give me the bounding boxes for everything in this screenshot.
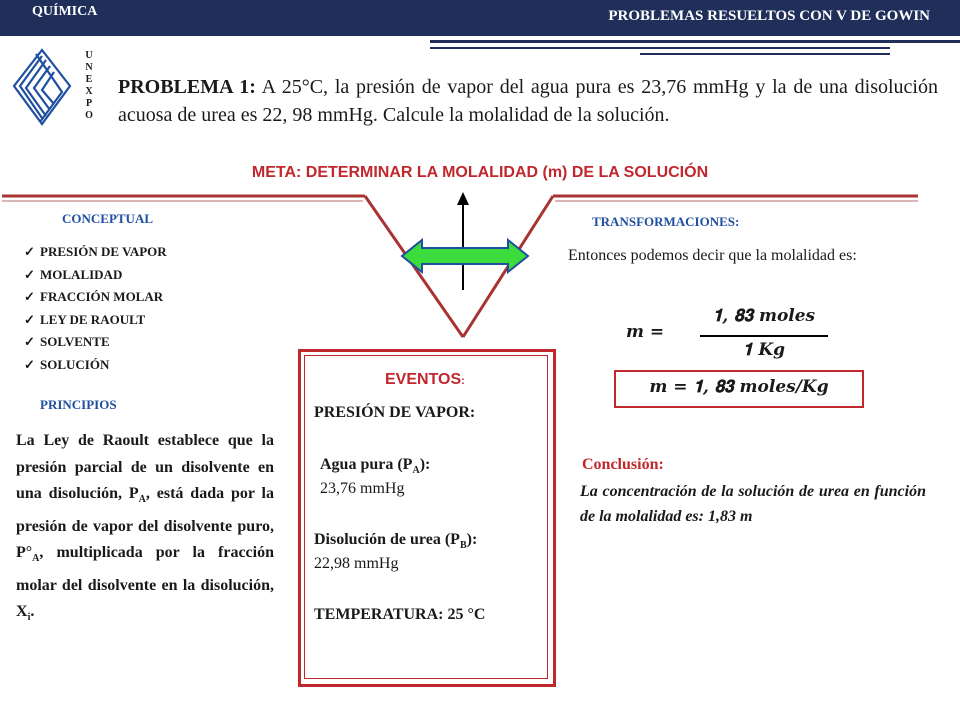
temperature-label: TEMPERATURA: 25 °C	[314, 606, 486, 623]
concept-list	[24, 241, 167, 376]
checkmark-icon: ✓	[24, 244, 35, 259]
events-heading: PRESIÓN DE VAPOR:	[314, 404, 476, 421]
transformations-title: TRANSFORMACIONES:	[592, 214, 740, 229]
list-item: ✓ PRESIÓN DE VAPOR	[24, 241, 167, 264]
checkmark-icon: ✓	[24, 334, 35, 349]
checkmark-icon: ✓	[24, 289, 35, 304]
conceptual-title: CONCEPTUAL	[62, 211, 154, 226]
fraction-bar	[700, 335, 828, 337]
formula-lhs: 𝒎 =	[626, 322, 665, 342]
pure-water-value: 23,76 mmHg	[320, 480, 405, 497]
vertical-arrowhead	[457, 192, 469, 205]
principles-text: La Ley de Raoult establece que la presión parcial de un disolvente en una disolución, $P_A$, está dada por la presión de vapor del disolvente puro, $P^\circ_A$, multiplicada por la fracción molar del disolvente en la disolución, $X_i$.	[16, 432, 274, 624]
checkmark-icon: ✓	[24, 266, 35, 282]
urea-solution-label: Disolución de urea $(P_B)$:	[314, 531, 478, 552]
header-subject: QUÍMICA	[32, 4, 98, 19]
list-item: ✓ FRACCIÓN MOLAR	[24, 286, 167, 309]
result-formula: 𝒎 = 𝟏, 𝟖𝟑 𝒎𝒐𝒍𝒆𝒔/𝑲𝒈	[649, 377, 829, 397]
conclusion-text: La concentración de la solución de urea en función de la molalidad es: 1,83 m	[580, 483, 926, 525]
problem-label: PROBLEMA 1:	[118, 76, 256, 98]
list-item: ✓ SOLUCIÓN	[24, 354, 167, 377]
list-item: ✓ SOLVENTE	[24, 331, 167, 354]
header-title: PROBLEMAS RESUELTOS CON V DE GOWIN	[608, 8, 930, 24]
logo-letters: U N E X P O	[85, 50, 93, 121]
goal-heading: META: DETERMINAR LA MOLALIDAD (m) DE LA SOLUCIÓN	[251, 164, 709, 181]
formula-numerator: 𝟏, 𝟖𝟑 𝒎𝒐𝒍𝒆𝒔	[712, 306, 816, 326]
double-arrow-green	[402, 240, 528, 272]
formula-denominator: 𝟏 𝑲𝒈	[742, 340, 786, 360]
urea-solution-value: 22,98 mmHg	[314, 555, 399, 572]
principles-title: PRINCIPIOS	[40, 397, 117, 412]
conclusion-title: Conclusión:	[582, 456, 664, 473]
pure-water-label: Agua pura $(P_A)$:	[320, 456, 431, 477]
result-box	[614, 370, 864, 408]
events-title: EVENTOS:	[385, 371, 465, 388]
checkmark-icon: ✓	[24, 356, 35, 372]
list-item: ✓ LEY DE RAOULT	[24, 309, 167, 332]
list-item: ✓ MOLALIDAD	[24, 264, 167, 287]
transformations-text: Entonces podemos decir que la molalidad es:	[568, 247, 857, 264]
problem-text: A 25°C, la presión de vapor del agua pura es 23,76 mmHg y la de una disolución acuosa de urea es 22, 98 mmHg. Calcule la molalidad de la solución.	[118, 76, 938, 126]
checkmark-icon: ✓	[24, 311, 35, 327]
